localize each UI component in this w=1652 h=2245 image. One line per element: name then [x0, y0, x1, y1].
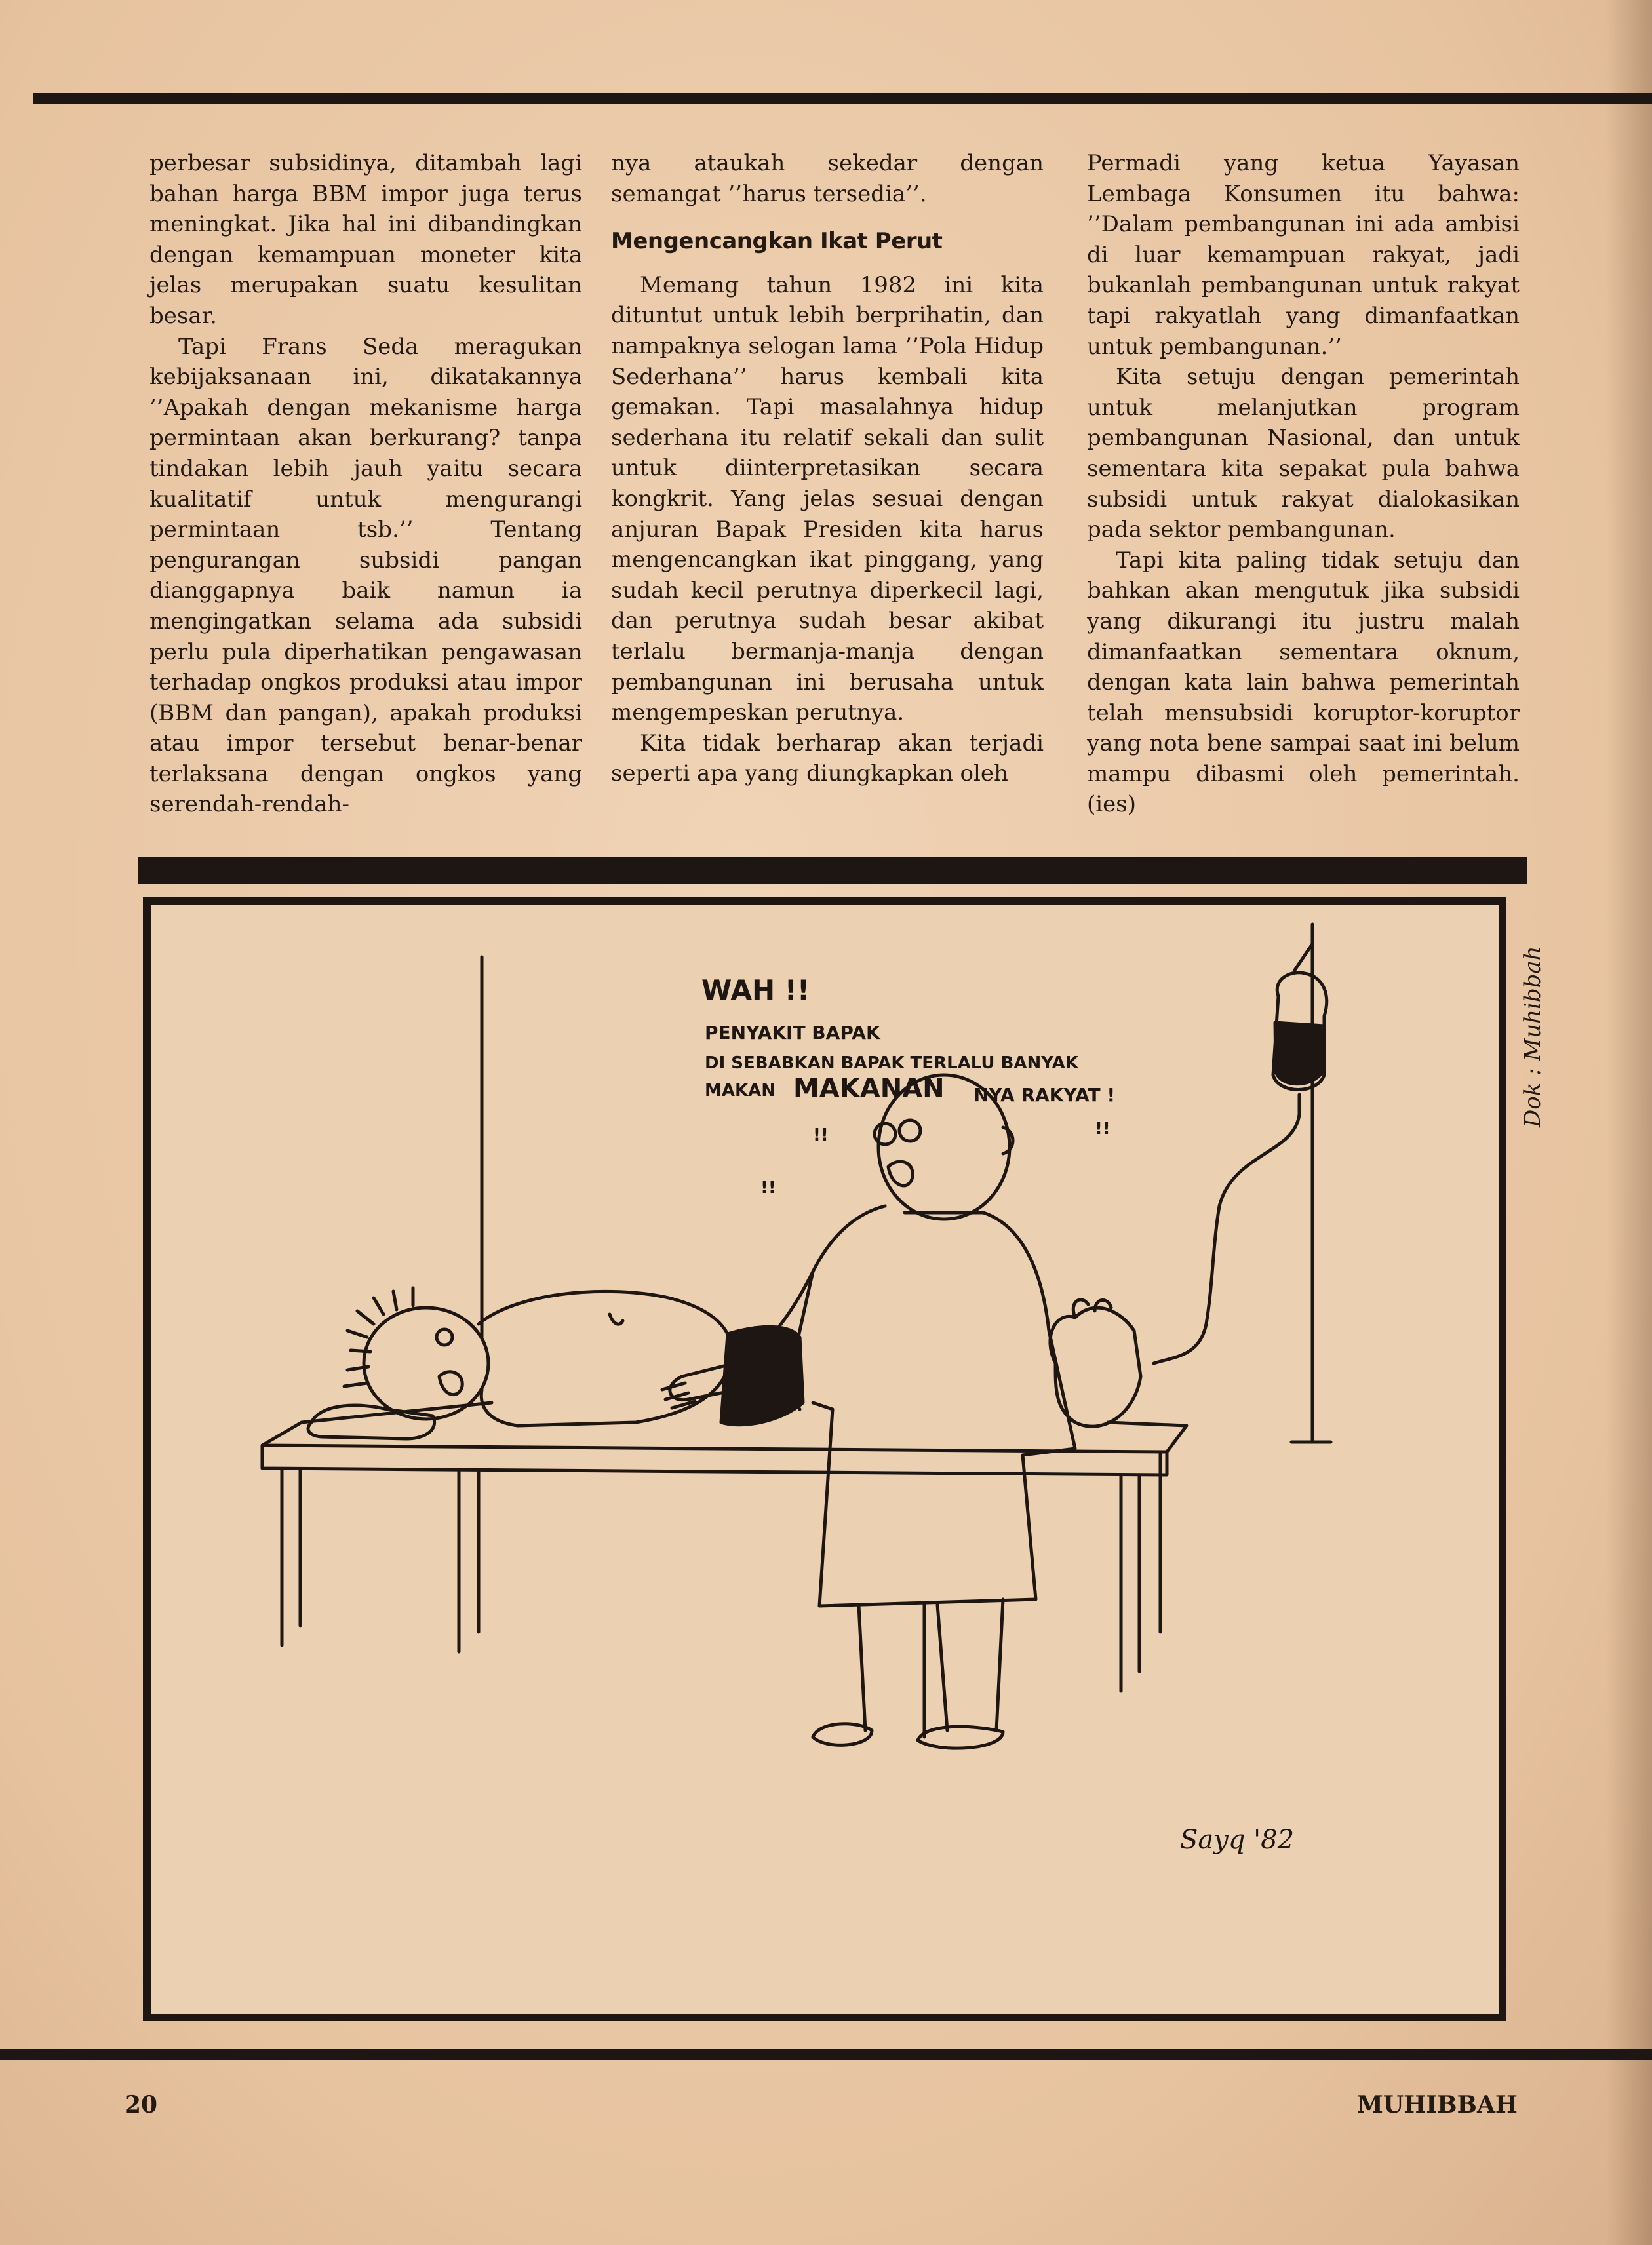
- doctor-coat: [787, 1206, 1075, 1606]
- cartoon-panel: [143, 897, 1506, 2021]
- paragraph: Tapi Frans Seda meragukan kebijaksanaan ini, dikatakannya ’’Apakah dengan mekanisme harga permintaan akan berkurang? tanpa tindakan lebih jauh yaitu secara kualitatif untuk mengurangi permintaan tsb.’’ Tentang pengurangan subsidi pangan dianggapnya baik namun ia mengingatkan selama ada subsidi perlu pula diperhatikan pengawasan terhadap ongkos produksi atau impor (BBM dan pangan), apakah produksi atau impor tersebut benar-benar terlaksana dengan ongkos yang serendah-rendah-: [149, 333, 582, 818]
- speech-line-3c: NYA RAKYAT !: [974, 1084, 1116, 1106]
- patient-belly: [479, 1291, 732, 1426]
- magazine-name: MUHIBBAH: [1357, 2091, 1518, 2118]
- iv-stand: [1291, 924, 1331, 1442]
- article-column-1: [149, 148, 582, 856]
- article-column-2: [611, 148, 1044, 856]
- patient-hair: [344, 1288, 413, 1386]
- top-rule: [33, 93, 1652, 104]
- paragraph: Tapi kita paling tidak setuju dan bahkan akan mengutuk jika subsidi yang dikurangi itu justru malah dimanfaatkan sementara oknum, dengan kata lain bahwa pemerintah telah mensubsidi koruptor-koruptor yang nota bene sampai saat ini belum mampu dibasmi oleh pemerintah. (ies): [1087, 547, 1520, 818]
- speech-exclaim: WAH !!: [701, 974, 810, 1006]
- bottom-rule: [0, 2049, 1652, 2060]
- doctor-mouth: [888, 1162, 913, 1186]
- paragraph: Permadi yang ketua Yayasan Lembaga Konsumen itu bahwa: ’’Dalam pembangunan ini ada ambisi di luar kemampuan rakyat, jadi bukanlah pembangunan untuk rakyat tapi rakyatlah yang dimanfaatkan untuk pembangunan.’’: [1087, 150, 1520, 360]
- page-number: 20: [125, 2091, 158, 2118]
- artist-signature: Sayq '82: [1180, 1825, 1295, 1855]
- article-column-3: [1087, 148, 1520, 856]
- speech-line-1: PENYAKIT BAPAK: [705, 1022, 880, 1044]
- exclaim-marks: !!: [813, 1125, 829, 1145]
- cartoon-drawing: [151, 905, 1499, 2014]
- paragraph: Kita tidak berharap akan terjadi seperti apa yang diungkapkan oleh: [611, 730, 1044, 787]
- paragraph: perbesar subsidinya, ditambah lagi bahan harga BBM impor juga terus meningkat. Jika hal ini dibandingkan dengan kemampuan moneter kita jelas merupakan suatu kesulitan besar.: [149, 150, 582, 329]
- patient-feet: [1050, 1308, 1141, 1426]
- doctor-legs: [859, 1599, 1003, 1737]
- table-leg: [1121, 1475, 1139, 1691]
- table-leg: [459, 1472, 479, 1652]
- iv-tube: [1154, 1095, 1299, 1363]
- speech-line-3b: MAKANAN: [793, 1074, 945, 1104]
- exclaim-marks: !!: [1095, 1119, 1111, 1139]
- paragraph: Memang tahun 1982 ini kita dituntut untuk lebih berprihatin, dan nampaknya selogan lama ’’Pola Hidup Sederhana’’ harus kembali kita gemakan. Tapi masalahnya hidup sederhana itu relatif sekali dan sulit untuk diinterpretasikan secara kongkrit. Yang jelas sesuai dengan anjuran Bapak Presiden kita harus mengencangkan ikat pinggang, yang sudah kecil perutnya diperkecil lagi, dan perutnya sudah besar akibat terlalu bermanja-manja dengan pembangunan ini berusaha untuk mengempeskan perutnya.: [611, 271, 1044, 726]
- paragraph: nya ataukah sekedar dengan semangat ’’harus tersedia’’.: [611, 150, 1044, 207]
- speech-line-2: DI SEBABKAN BAPAK TERLALU BANYAK: [705, 1053, 1078, 1073]
- section-heading: Mengencangkan Ikat Perut: [611, 228, 943, 255]
- patient-head: [364, 1308, 488, 1419]
- page-edge-shadow: [1606, 0, 1652, 2245]
- paragraph: Kita setuju dengan pemerintah untuk melanjutkan program pembangunan Nasional, dan untuk sementara kita sepakat pula bahwa subsidi untuk rakyat dialokasikan pada sektor pembangunan.: [1087, 364, 1520, 543]
- doctor-shoes: [813, 1724, 1003, 1748]
- table-leg: [282, 1470, 300, 1645]
- patient-mouth: [439, 1372, 462, 1395]
- cartoon-top-rule: [138, 857, 1527, 884]
- photo-credit: Dok : Muhibbah: [1520, 946, 1546, 1127]
- speech-line-3a: MAKAN: [705, 1081, 776, 1101]
- exclaim-marks: !!: [760, 1178, 776, 1198]
